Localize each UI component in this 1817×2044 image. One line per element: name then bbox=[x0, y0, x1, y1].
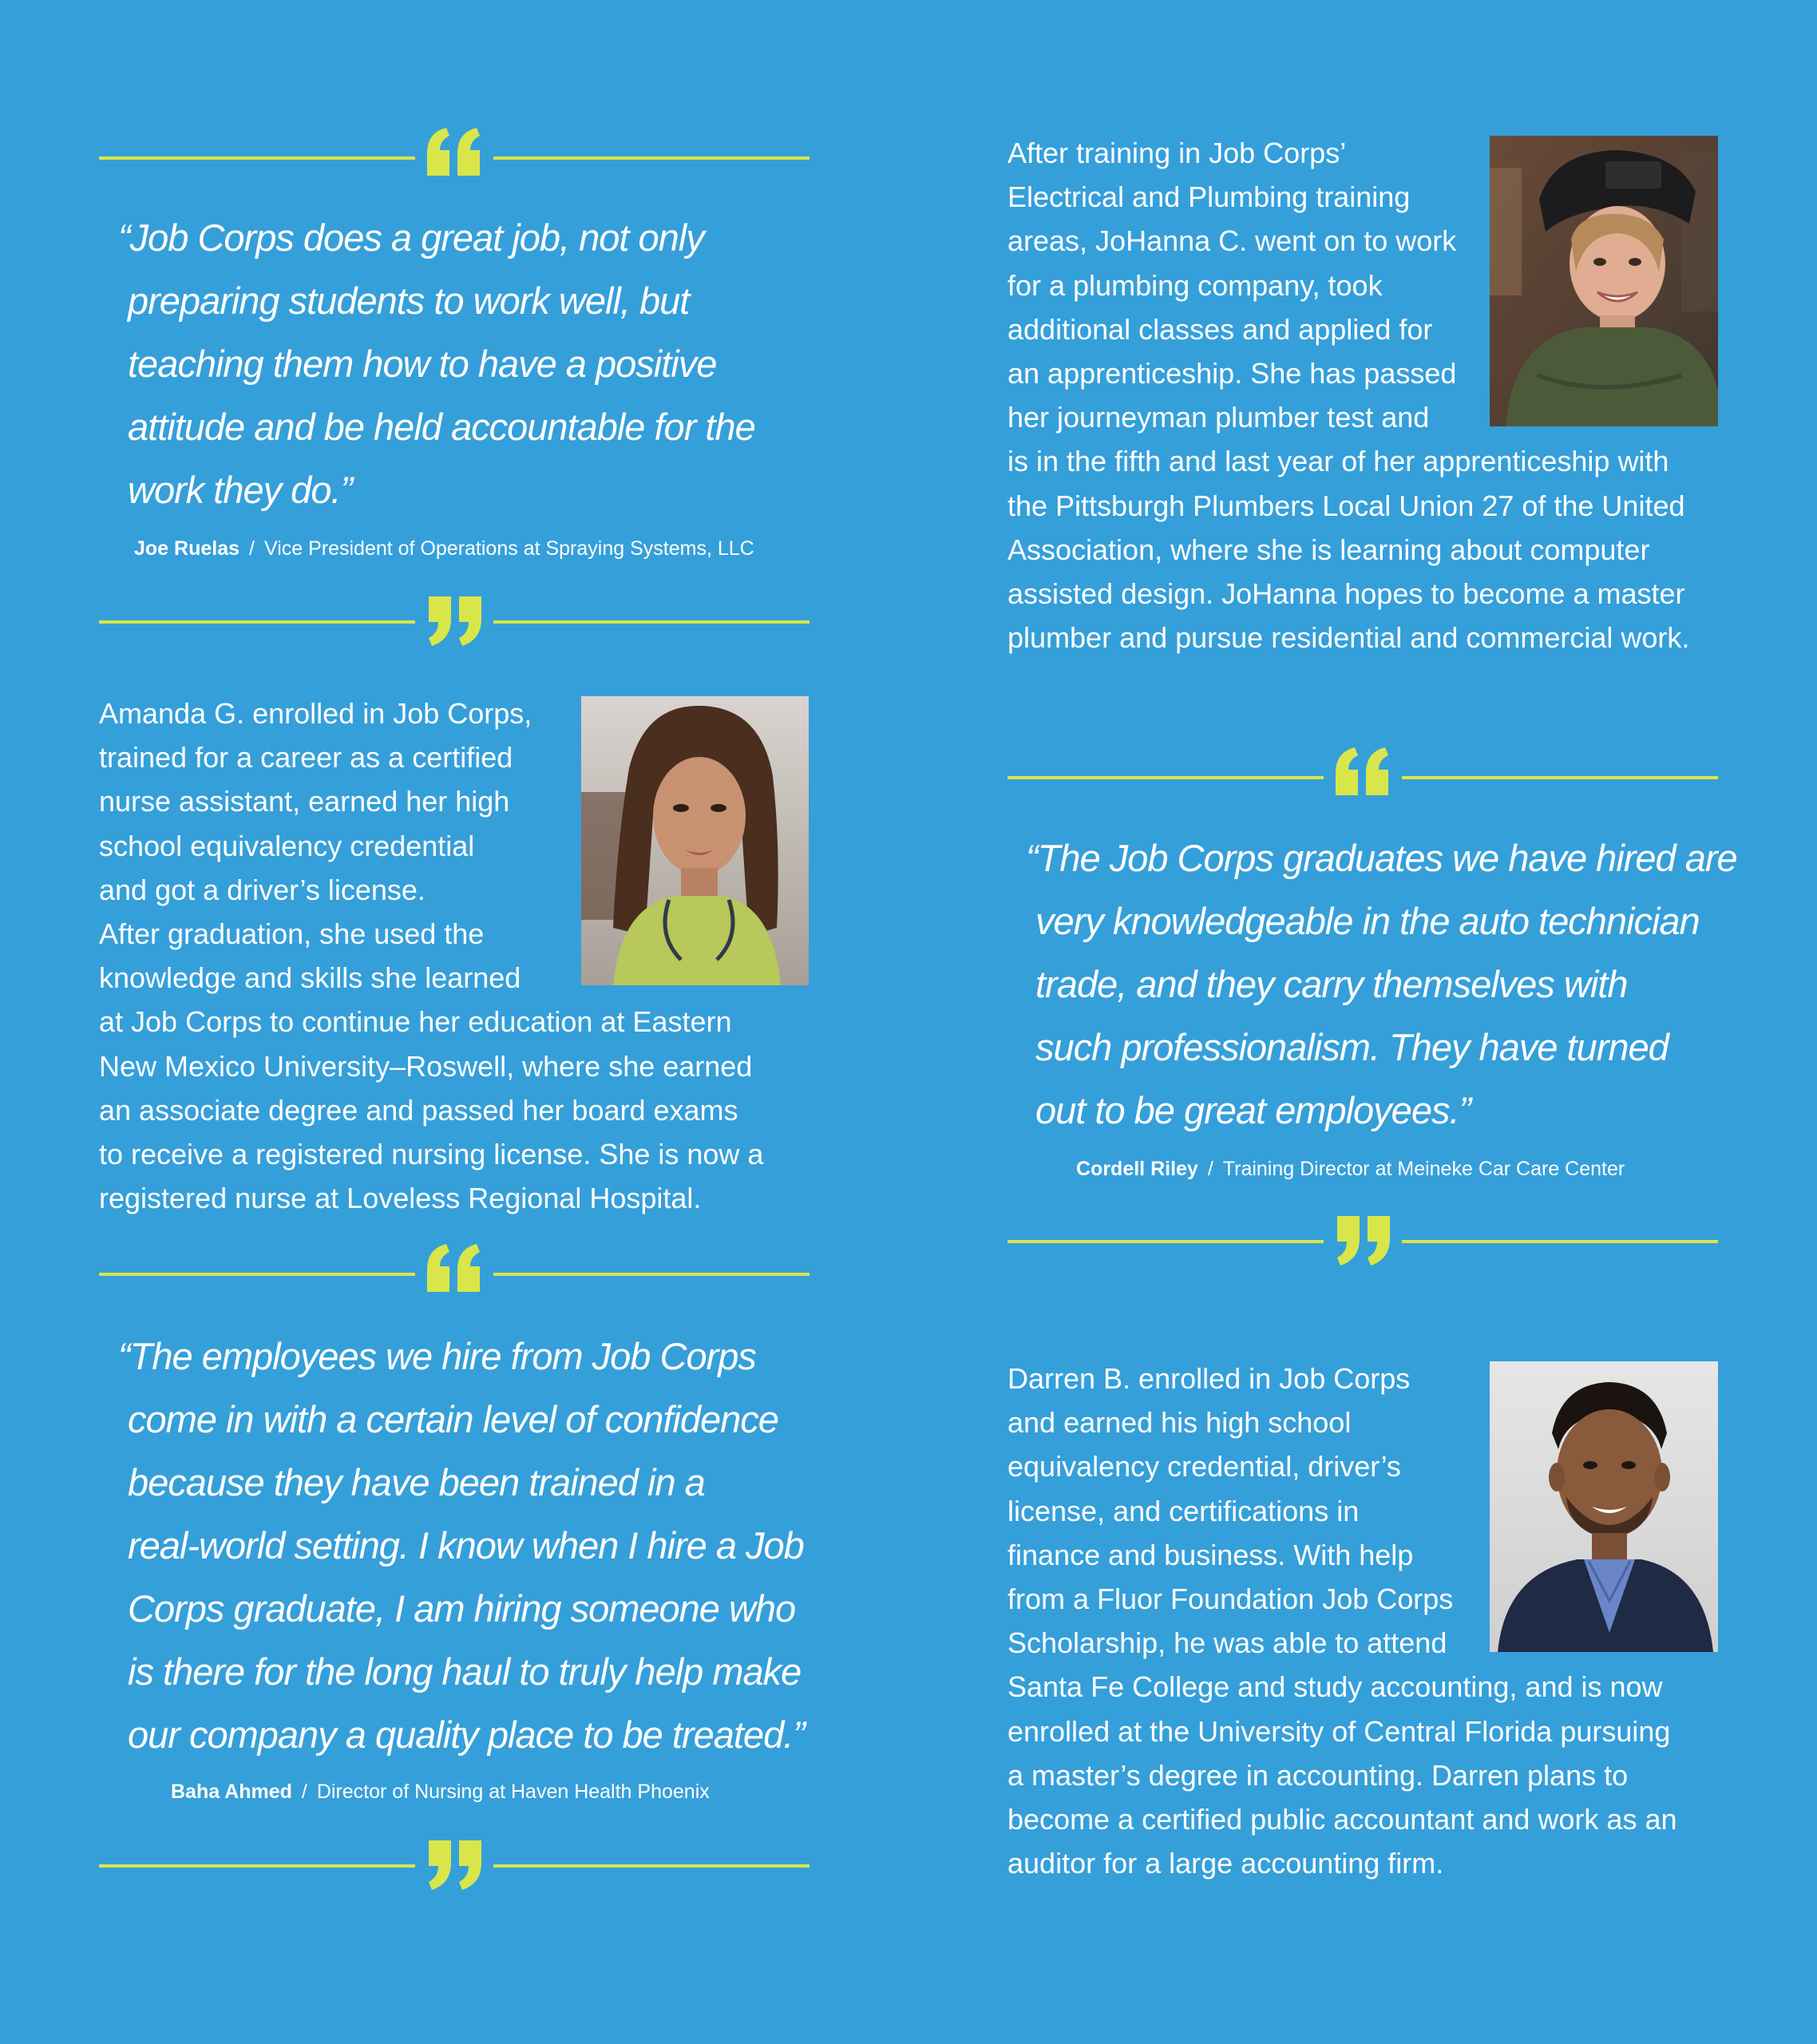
story-line: and earned his high school bbox=[1007, 1406, 1352, 1440]
divider-line bbox=[99, 156, 415, 160]
story-line: areas, JoHanna C. went on to work bbox=[1007, 224, 1457, 258]
open-quote-icon bbox=[1331, 746, 1395, 810]
story-line: an associate degree and passed her board exams bbox=[99, 1093, 738, 1127]
portrait-woman-stethoscope-icon bbox=[581, 696, 809, 985]
story-line: Association, where she is learning about computer bbox=[1007, 533, 1650, 566]
portrait-woman-welding-helmet-icon bbox=[1490, 136, 1718, 426]
quote-line: come in with a certain level of confidence bbox=[128, 1398, 778, 1440]
quote-line: trade, and they carry themselves with bbox=[1035, 963, 1628, 1005]
story-line: Electrical and Plumbing training bbox=[1007, 180, 1411, 214]
story-line: from a Fluor Foundation Job Corps bbox=[1007, 1583, 1454, 1616]
story-line: additional classes and applied for bbox=[1007, 312, 1433, 346]
quote-attribution-1 bbox=[134, 536, 754, 561]
divider-line bbox=[493, 1273, 810, 1276]
attribution-name: Joe Ruelas bbox=[134, 537, 240, 560]
testimonial-quote-1 bbox=[118, 206, 814, 521]
quote-line: is there for the long haul to truly help make bbox=[128, 1650, 802, 1693]
quote-line: such professionalism. They have turned bbox=[1035, 1026, 1669, 1068]
story-line: After graduation, she used the bbox=[99, 917, 485, 951]
attribution-title: Director of Nursing at Haven Health Phoenix bbox=[316, 1781, 710, 1803]
quote-line: “Job Corps does a great job, not only bbox=[118, 216, 704, 259]
attribution-name: Cordell Riley bbox=[1076, 1158, 1198, 1180]
story-line: New Mexico University–Roswell, where she earned bbox=[99, 1049, 753, 1083]
story-line: knowledge and skills she learned bbox=[99, 961, 521, 995]
quote-line: preparing students to work well, but bbox=[128, 279, 690, 322]
divider-line bbox=[493, 1864, 810, 1868]
story-line: auditor for a large accounting firm. bbox=[1007, 1847, 1444, 1880]
close-quote-icon bbox=[1331, 1210, 1395, 1274]
quote-close-divider-2 bbox=[99, 1834, 810, 1898]
open-quote-icon bbox=[422, 1242, 486, 1306]
story-line: registered nurse at Loveless Regional Hospital. bbox=[99, 1182, 702, 1215]
quote-open-divider-3 bbox=[1007, 746, 1718, 810]
quote-line: out to be great employees.” bbox=[1035, 1089, 1471, 1131]
quote-line: “The employees we hire from Job Corps bbox=[118, 1335, 756, 1377]
story-line: finance and business. With help bbox=[1007, 1538, 1414, 1571]
photo-amanda bbox=[581, 696, 809, 985]
story-line: to receive a registered nursing license. She is now a bbox=[99, 1138, 764, 1171]
story-line: a master’s degree in accounting. Darren plans to bbox=[1007, 1758, 1629, 1792]
story-line: and got a driver’s license. bbox=[99, 873, 426, 906]
story-line: enrolled at the University of Central Florida pursuing bbox=[1007, 1714, 1671, 1748]
divider-line bbox=[99, 1864, 415, 1868]
story-line: an apprenticeship. She has passed bbox=[1007, 357, 1457, 390]
divider-line bbox=[1007, 1240, 1324, 1243]
story-line: plumber and pursue residential and commercial work. bbox=[1007, 621, 1690, 655]
quote-line: Corps graduate, I am hiring someone who bbox=[128, 1587, 796, 1630]
close-quote-icon bbox=[422, 590, 486, 654]
photo-johanna bbox=[1490, 136, 1718, 426]
story-line: equivalency credential, driver’s bbox=[1007, 1450, 1401, 1483]
photo-darren bbox=[1490, 1361, 1718, 1652]
story-line: license, and certifications in bbox=[1007, 1494, 1360, 1527]
story-line: at Job Corps to continue her education at Eastern bbox=[99, 1005, 732, 1039]
story-line: After training in Job Corps’ bbox=[1007, 137, 1347, 169]
quote-line: our company a quality place to be treated.” bbox=[128, 1713, 805, 1756]
divider-line bbox=[99, 620, 415, 624]
story-line: assisted design. JoHanna hopes to become a master bbox=[1007, 577, 1685, 611]
quote-attribution-2 bbox=[171, 1779, 710, 1804]
divider-line bbox=[493, 620, 810, 624]
testimonial-quote-2 bbox=[118, 1325, 830, 1766]
divider-line bbox=[1402, 1240, 1718, 1243]
quote-open-divider-2 bbox=[99, 1242, 810, 1306]
attribution-separator: / bbox=[249, 537, 255, 560]
story-line: become a certified public accountant and work as an bbox=[1007, 1803, 1677, 1836]
portrait-man-suit-icon bbox=[1490, 1361, 1718, 1652]
story-line: for a plumbing company, took bbox=[1007, 268, 1383, 302]
story-line: her journeyman plumber test and bbox=[1007, 401, 1430, 434]
close-quote-icon bbox=[422, 1834, 486, 1898]
quote-open-divider-1 bbox=[99, 126, 810, 190]
quote-line: “The Job Corps graduates we have hired are bbox=[1026, 837, 1737, 879]
quote-close-divider-1 bbox=[99, 590, 810, 654]
testimonial-quote-3 bbox=[1026, 826, 1738, 1142]
quote-line: real-world setting. I know when I hire a Job bbox=[128, 1524, 804, 1567]
story-line: Amanda G. enrolled in Job Corps, bbox=[99, 697, 532, 730]
attribution-name: Baha Ahmed bbox=[171, 1781, 292, 1803]
open-quote-icon bbox=[422, 126, 486, 190]
quote-line: teaching them how to have a positive bbox=[128, 343, 717, 385]
divider-line bbox=[1402, 776, 1718, 779]
attribution-separator: / bbox=[301, 1781, 307, 1803]
attribution-title: Training Director at Meineke Car Care Center bbox=[1222, 1158, 1625, 1180]
quote-close-divider-3 bbox=[1007, 1210, 1718, 1274]
story-line: trained for a career as a certified bbox=[99, 741, 513, 774]
divider-line bbox=[99, 1273, 415, 1276]
divider-line bbox=[1007, 776, 1324, 779]
quote-attribution-3 bbox=[1076, 1156, 1625, 1182]
attribution-separator: / bbox=[1207, 1158, 1213, 1180]
attribution-title: Vice President of Operations at Spraying Systems, LLC bbox=[263, 537, 754, 560]
story-line: Santa Fe College and study accounting, and is now bbox=[1007, 1670, 1663, 1704]
story-line: Scholarship, he was able to attend bbox=[1007, 1626, 1447, 1660]
story-line: school equivalency credential bbox=[99, 829, 475, 862]
quote-line: because they have been trained in a bbox=[128, 1461, 705, 1503]
story-line: nurse assistant, earned her high bbox=[99, 785, 510, 818]
quote-line: attitude and be held accountable for the bbox=[128, 406, 755, 448]
story-line: the Pittsburgh Plumbers Local Union 27 of the United bbox=[1007, 489, 1685, 522]
quote-line: very knowledgeable in the auto technician bbox=[1035, 900, 1700, 942]
quote-line: work they do.” bbox=[128, 469, 353, 511]
story-line: is in the fifth and last year of her apprenticeship with bbox=[1007, 445, 1669, 478]
story-line: Darren B. enrolled in Job Corps bbox=[1007, 1362, 1411, 1395]
divider-line bbox=[493, 156, 810, 160]
